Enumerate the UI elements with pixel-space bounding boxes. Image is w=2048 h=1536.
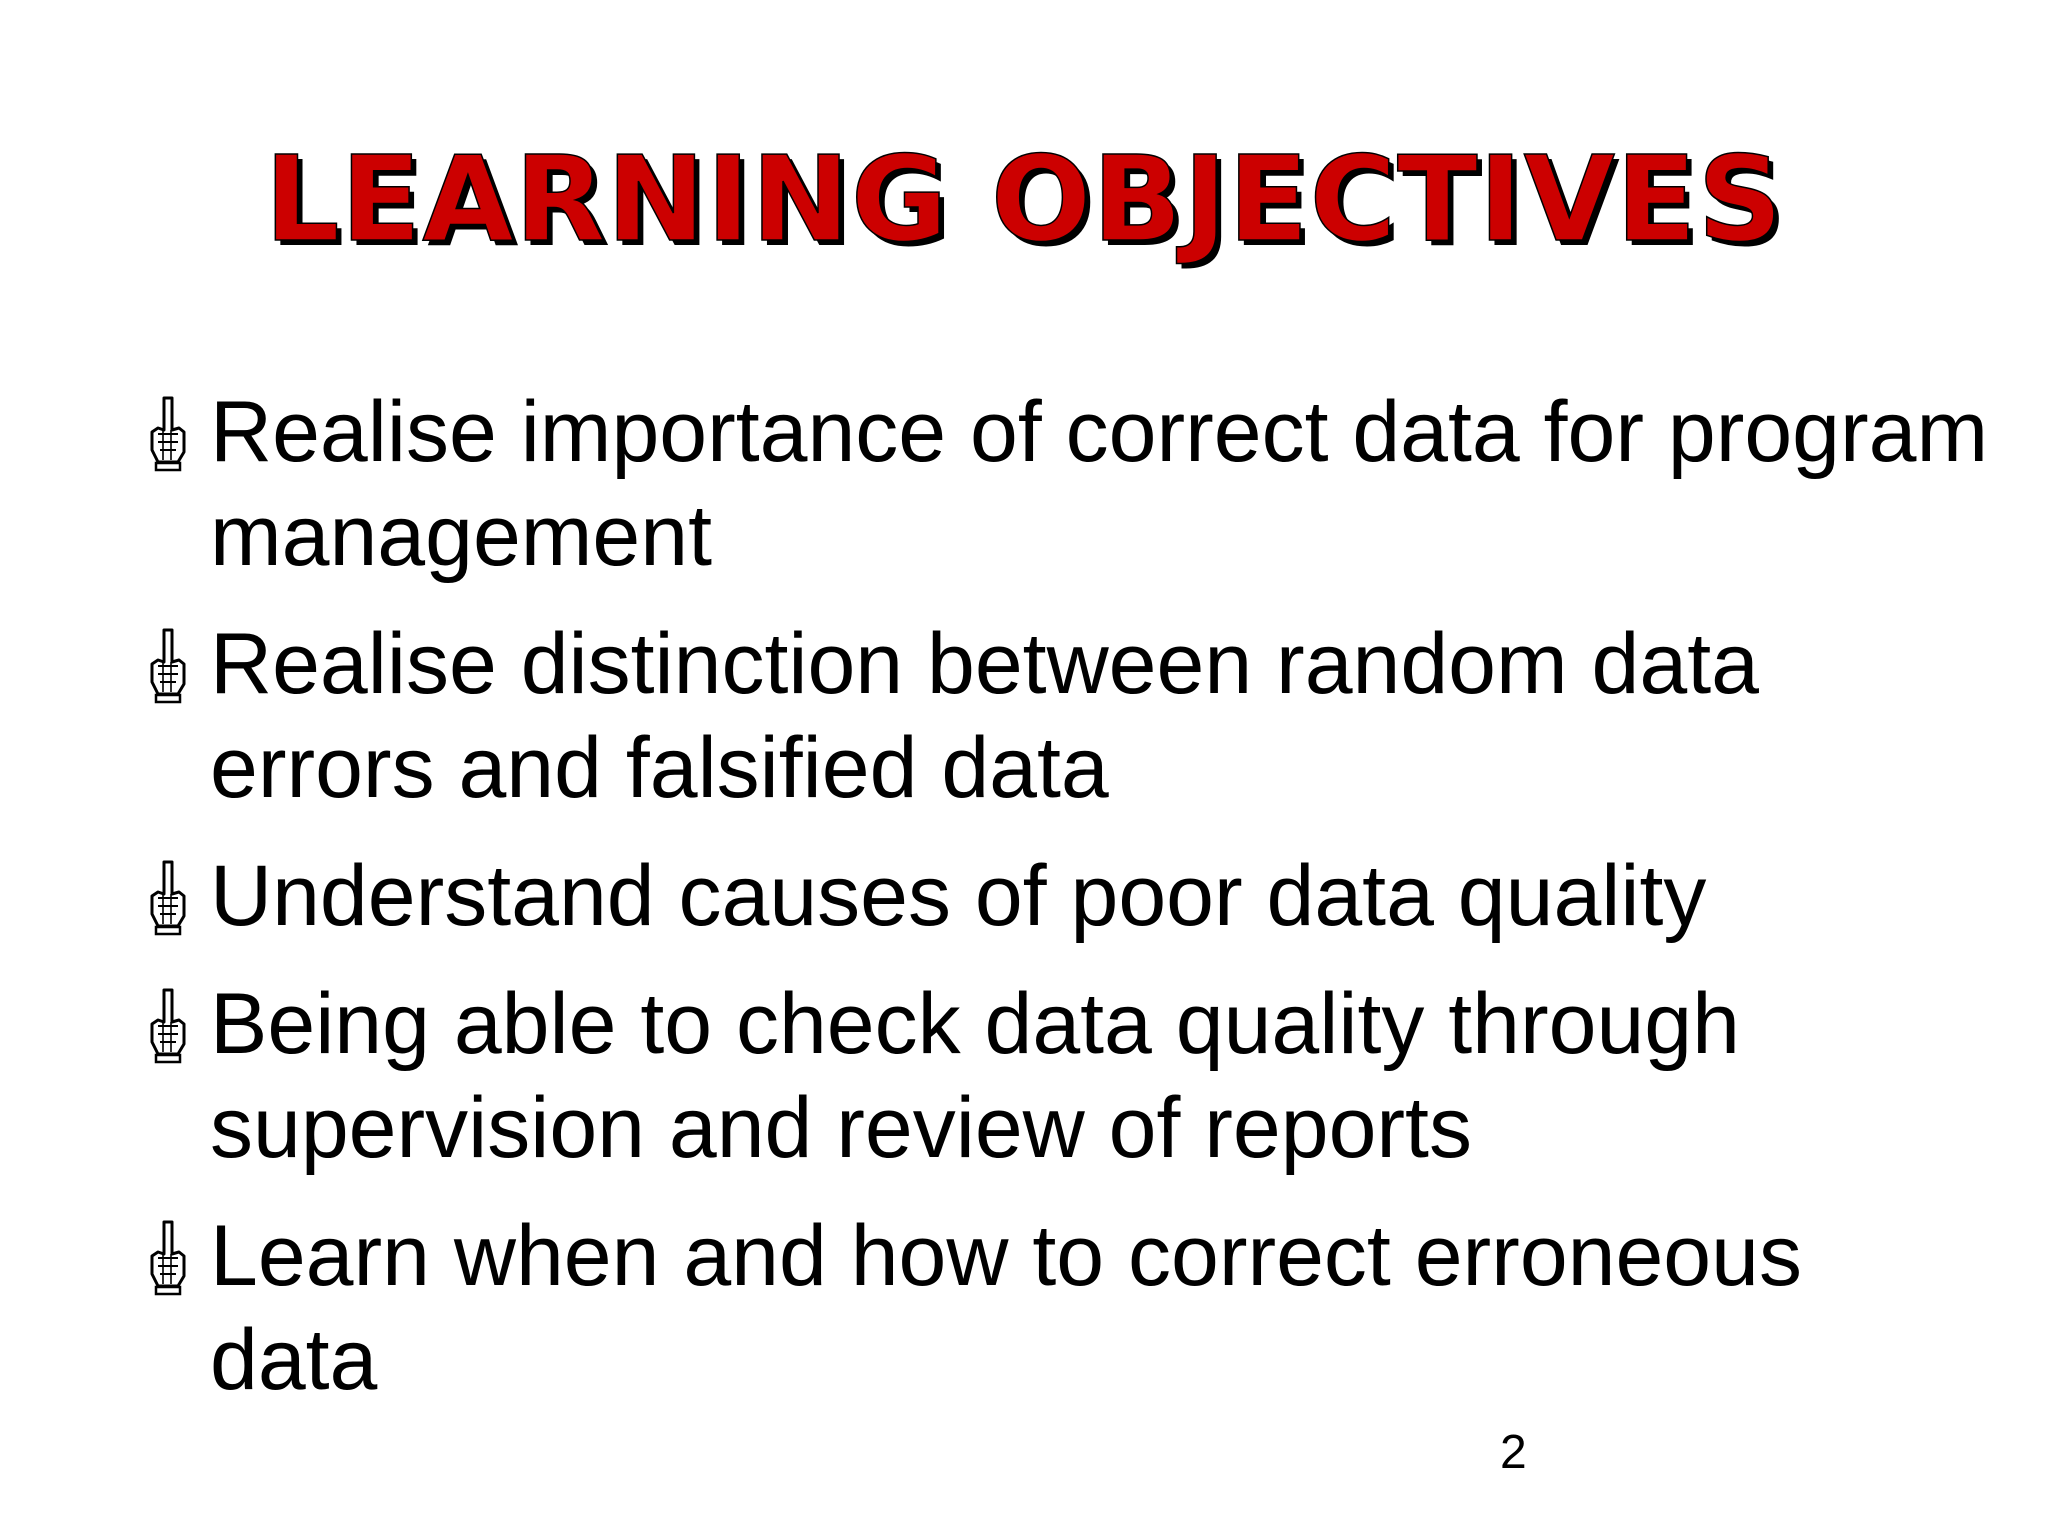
objective-item [140,1204,1990,1412]
pointing-hand-icon [146,986,190,1064]
objective-item [140,972,1990,1180]
objective-text: Learn when and how to correct erroneous data [210,1208,1802,1408]
objective-text: Realise importance of correct data for program management [210,384,1989,584]
page-number: 2 [1500,1426,1527,1479]
objective-item [140,612,1990,820]
objective-text: Realise distinction between random data errors and falsified data [210,616,1759,816]
objective-text: Being able to check data quality through supervision and review of reports [210,976,1740,1176]
objective-item [140,380,1990,588]
objective-item [140,844,1990,948]
pointing-hand-icon [146,626,190,704]
pointing-hand-icon [146,858,190,936]
slide-title: LEARNING OBJECTIVES [264,130,1784,268]
pointing-hand-icon [146,1218,190,1296]
objectives-list [140,380,1990,1436]
pointing-hand-icon [146,394,190,472]
objective-text: Understand causes of poor data quality [210,848,1707,944]
